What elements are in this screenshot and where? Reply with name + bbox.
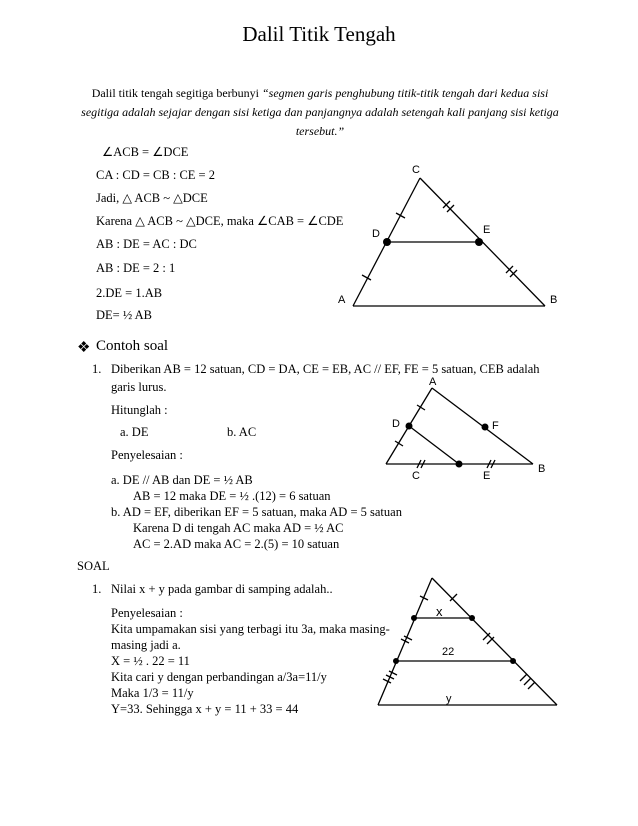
theorem-lead: Dalil titik tengah segitiga berbunyi — [91, 86, 262, 100]
contoh-answer-b-line-2: Karena D di tengah AC maka AD = ½ AC — [133, 521, 344, 535]
soal-solution-line-5: Maka 1/3 = 11/y — [111, 686, 194, 700]
soal-solution-line-2: masing jadi a. — [111, 638, 181, 652]
theorem-statement — [76, 84, 564, 141]
fig2-label-c: C — [412, 470, 420, 482]
fig2-label-d: D — [392, 418, 400, 430]
section-heading-soal: SOAL — [77, 559, 110, 573]
contoh-problem-line-2: garis lurus. — [111, 380, 167, 394]
fig2-label-e: E — [483, 470, 491, 482]
soal-penyelesaian: Penyelesaian : — [111, 606, 183, 620]
fig1-label-c: C — [412, 164, 420, 176]
soal-number: 1. — [92, 582, 102, 596]
soal-solution-line-1: Kita umpamakan sisi yang terbagi itu 3a, maka masing- — [111, 622, 390, 636]
fig1-label-d: D — [372, 228, 380, 240]
fig2-label-a: A — [429, 376, 437, 388]
diamond-bullet-icon: ❖ — [77, 340, 91, 356]
contoh-number: 1. — [92, 362, 102, 376]
contoh-hitunglah: Hitunglah : — [111, 403, 168, 417]
page-title: Dalil Titik Tengah — [242, 22, 396, 46]
soal-question: Nilai x + y pada gambar di samping adalah.. — [111, 582, 333, 596]
fig1-label-b: B — [550, 294, 558, 306]
proof-line-1: ∠ACB = ∠DCE — [102, 145, 189, 159]
contoh-answer-a-line-2: AB = 12 maka DE = ½ .(12) = 6 satuan — [133, 489, 331, 503]
proof-line-5: AB : DE = AC : DC — [96, 237, 197, 251]
fig3-label-22: 22 — [442, 646, 455, 658]
soal-solution-line-6: Y=33. Sehingga x + y = 11 + 33 = 44 — [111, 702, 299, 716]
contoh-problem-line-1: Diberikan AB = 12 satuan, CD = DA, CE = EB, AC // EF, FE = 5 satuan, CEB adalah — [111, 362, 540, 376]
contoh-penyelesaian: Penyelesaian : — [111, 448, 183, 462]
proof-line-4: Karena △ ACB ~ △DCE, maka ∠CAB = ∠CDE — [96, 214, 344, 228]
proof-line-8: DE= ½ AB — [96, 308, 153, 322]
fig3-label-y: y — [446, 693, 452, 705]
soal-solution-line-4: Kita cari y dengan perbandingan a/3a=11/y — [111, 670, 327, 684]
contoh-answer-b-line-3: AC = 2.AD maka AC = 2.(5) = 10 satuan — [133, 537, 340, 551]
proof-line-7: 2.DE = 1.AB — [96, 286, 163, 300]
theorem-quote: “segmen garis penghubung titik-titik tengah dari kedua sisi segitiga adalah sejajar dengan sisi ketiga dan panjangnya adalah setengah kali panjang sisi ketiga tersebut.” — [81, 86, 559, 138]
section-heading-contoh: Contoh soal — [96, 338, 169, 354]
contoh-answer-b-line-1: b. AD = EF, diberikan EF = 5 satuan, maka AD = 5 satuan — [111, 505, 402, 519]
proof-line-3: Jadi, △ ACB ~ △DCE — [96, 191, 208, 205]
soal-solution-line-3: X = ½ . 22 = 11 — [111, 654, 190, 668]
contoh-question-b: b. AC — [227, 425, 257, 439]
fig3-label-x: x — [436, 604, 443, 619]
fig1-label-e: E — [483, 224, 491, 236]
fig2-label-f: F — [492, 420, 499, 432]
proof-line-2: CA : CD = CB : CE = 2 — [96, 168, 215, 182]
fig2-label-b: B — [538, 463, 546, 475]
fig1-label-a: A — [338, 294, 346, 306]
proof-line-6: AB : DE = 2 : 1 — [96, 261, 176, 275]
contoh-question-a: a. DE — [120, 425, 149, 439]
contoh-answer-a-line-1: a. DE // AB dan DE = ½ AB — [111, 473, 253, 487]
